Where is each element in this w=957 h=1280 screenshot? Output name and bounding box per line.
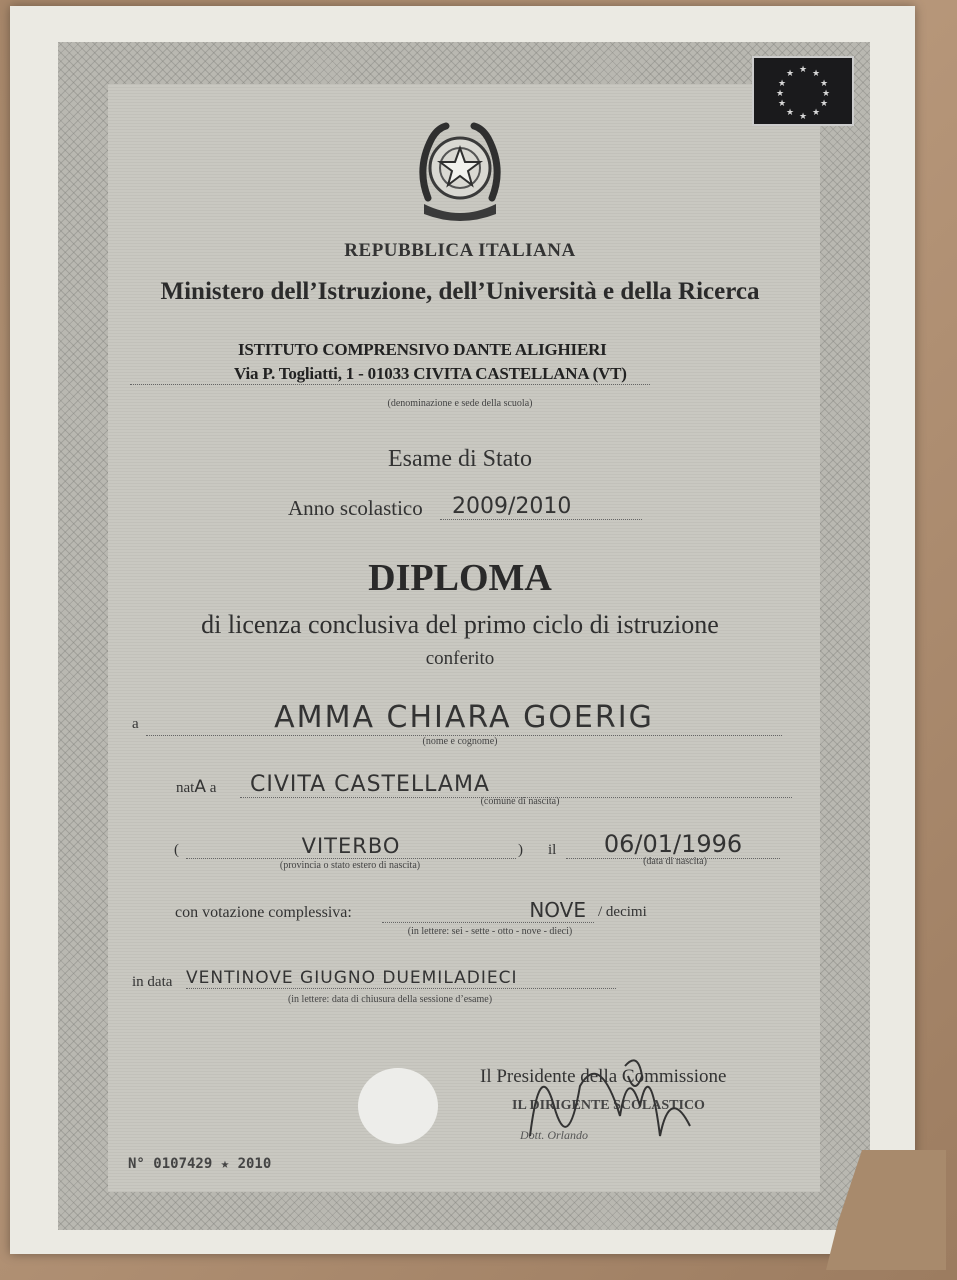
birthplace-value: CIVITA CASTELLAMA [240, 772, 792, 798]
svg-text:★: ★ [785, 68, 795, 78]
signature-scribble [510, 1046, 710, 1146]
president-label: Il Presidente della Commissione [480, 1066, 727, 1087]
seal-hole [358, 1068, 438, 1144]
svg-text:★: ★ [777, 78, 787, 88]
stamp-title: IL DIRIGENTE SCOLASTICO [512, 1098, 705, 1113]
grade-unit: / decimi [598, 904, 647, 920]
svg-text:★: ★ [811, 68, 821, 78]
school-year-value: 2009/2010 [440, 494, 642, 520]
diploma-title: DIPLOMA [368, 557, 552, 599]
province-value: VITERBO [186, 834, 516, 859]
conferred-label: conferito [425, 648, 495, 669]
date-caption: (in lettere: data di chiusura della sessione d’esame) [287, 994, 493, 1005]
date-label: in data [132, 974, 173, 990]
recipient-name-caption: (nome e cognome) [422, 736, 498, 747]
province-close-paren: ) [518, 842, 523, 858]
ministry-title: Ministero dell’Istruzione, dell’Università e della Ricerca [160, 278, 760, 305]
grade-caption: (in lettere: sei - sette - otto - nove - dieci) [407, 926, 573, 937]
svg-text:★: ★ [819, 98, 829, 108]
eu-flag-icon [752, 56, 854, 126]
diploma-subtitle: di licenza conclusiva del primo ciclo di istruzione [201, 610, 719, 639]
school-name: ISTITUTO COMPRENSIVO DANTE ALIGHIERI [238, 340, 607, 359]
exam-title: Esame di Stato [388, 446, 532, 472]
svg-text:★: ★ [811, 107, 821, 117]
svg-text:★: ★ [775, 88, 785, 98]
svg-text:★: ★ [798, 64, 808, 74]
birth-date-label: il [548, 842, 557, 858]
recipient-a-label: a [132, 716, 139, 732]
school-year-label: Anno scolastico [288, 496, 423, 520]
province-caption: (provincia o stato estero di nascita) [279, 860, 421, 871]
school-address: Via P. Togliatti, 1 - 01033 CIVITA CASTELLANA (VT) [130, 364, 650, 385]
born-label: nat [176, 780, 195, 796]
born-suffix: A [194, 777, 206, 797]
svg-text:★: ★ [777, 98, 787, 108]
province-open-paren: ( [174, 842, 179, 858]
birthplace-caption: (comune di nascita) [480, 796, 560, 807]
serial-number: N° 0107429 ★ 2010 [128, 1156, 272, 1172]
svg-text:★: ★ [785, 107, 795, 117]
school-caption: (denominazione e sede della scuola) [387, 398, 533, 409]
recipient-name: AMMA CHIARA GOERIG [146, 700, 782, 736]
svg-text:★: ★ [821, 88, 831, 98]
republic-title: REPUBBLICA ITALIANA [344, 240, 576, 261]
date-value: VENTINOVE GIUGNO DUEMILADIECI [186, 968, 616, 989]
birth-date-caption: (data di nascita) [643, 856, 707, 867]
svg-text:★: ★ [798, 111, 808, 121]
born-a-label: a [209, 780, 217, 796]
stamp-name: Dott. Orlando [520, 1128, 589, 1142]
grade-label: con votazione complessiva: [175, 904, 352, 921]
birth-date-value: 06/01/1996 [566, 830, 780, 859]
republic-emblem-icon [410, 118, 510, 224]
grade-value: NOVE [382, 898, 594, 923]
svg-text:★: ★ [819, 78, 829, 88]
